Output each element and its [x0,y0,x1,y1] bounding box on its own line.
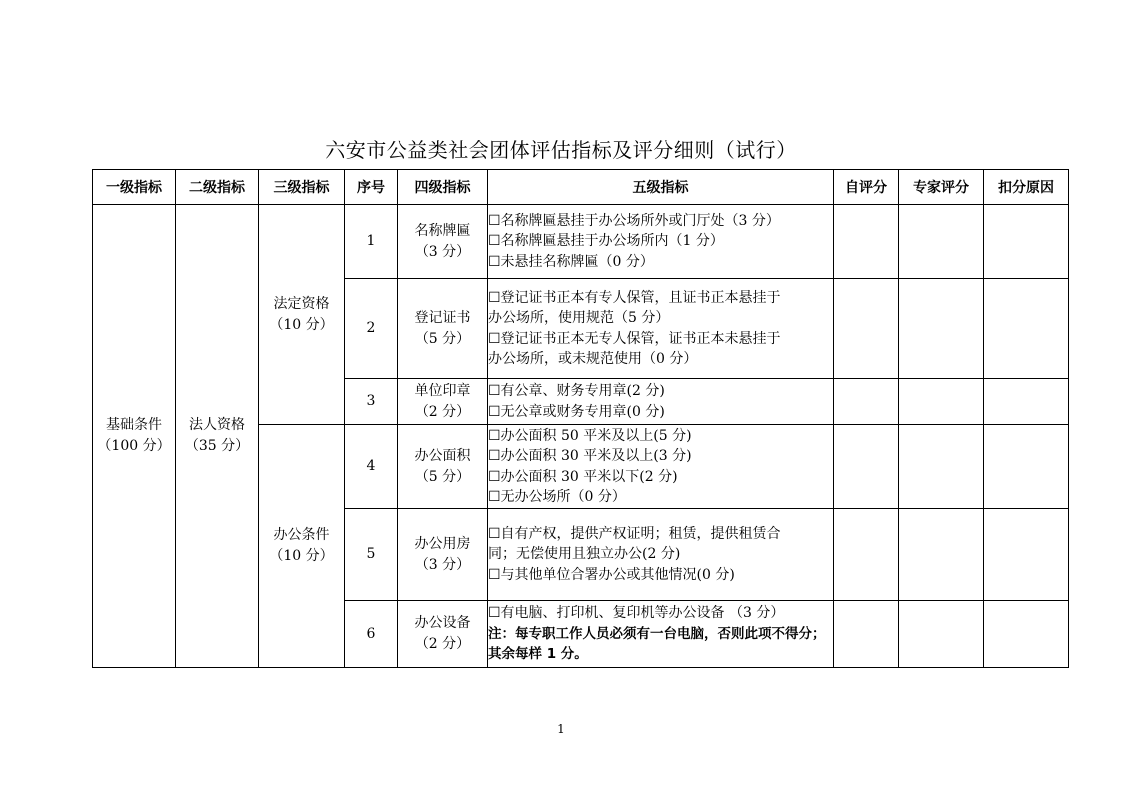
level4-score: （5 分） [414,468,471,485]
criterion-item-continued: 办公场所，或未规范使用（0 分） [488,351,698,367]
serial-number: 4 [345,425,398,509]
header-serial: 序号 [345,170,398,205]
criterion-item-continued: 办公场所，使用规范（5 分） [488,310,670,326]
level4-cell [398,509,488,601]
criterion-item-continued: 同；无偿使用且独立办公(2 分) [488,546,681,563]
criterion-item[interactable]: ☐未悬挂名称牌匾（0 分） [488,253,654,270]
serial-number: 5 [345,509,398,601]
level3-name: 法定资格 [273,295,330,312]
level4-score: （3 分） [414,556,471,573]
level5-cell [488,205,834,279]
criterion-item[interactable]: ☐有公章、财务专用章(2 分) [488,383,665,399]
criterion-item[interactable]: ☐无办公场所（0 分） [488,489,626,505]
expert-score-cell[interactable] [899,205,984,279]
table-row [93,205,1069,279]
deduction-reason-cell[interactable] [984,279,1069,379]
self-score-cell[interactable] [834,379,899,425]
self-score-cell[interactable] [834,425,899,509]
criterion-item[interactable]: ☐办公面积 30 平米以下(2 分) [488,468,678,485]
criterion-item[interactable]: ☐办公面积 30 平米及以上(3 分) [488,448,692,464]
header-deduction-reason: 扣分原因 [984,170,1069,205]
level1-score: （100 分） [97,438,171,454]
level4-name: 登记证书 [414,309,471,326]
level2-cell [176,205,259,668]
level5-cell [488,279,834,379]
header-level5: 五级指标 [488,170,834,205]
level4-score: （5 分） [414,330,471,347]
header-self-score: 自评分 [834,170,899,205]
expert-score-cell[interactable] [899,601,984,668]
deduction-reason-cell[interactable] [984,601,1069,668]
note-text: 注：每专职工作人员必须有一台电脑，否则此项不得分；其余每样 1 分。 [488,625,826,663]
level1-name: 基础条件 [106,417,162,433]
deduction-reason-cell[interactable] [984,425,1069,509]
expert-score-cell[interactable] [899,509,984,601]
level4-cell [398,601,488,668]
level5-cell [488,601,834,668]
self-score-cell[interactable] [834,205,899,279]
level3-cell [259,205,345,425]
criterion-item[interactable]: ☐有电脑、打印机、复印机等办公设备 （3 分） [488,605,785,622]
deduction-reason-cell[interactable] [984,379,1069,425]
serial-number: 3 [345,379,398,425]
level4-name: 办公面积 [414,447,471,464]
serial-number: 1 [345,205,398,279]
level3-cell [259,425,345,668]
level4-score: （2 分） [414,636,471,652]
criterion-item[interactable]: ☐无公章或财务专用章(0 分) [488,403,665,420]
level4-name: 名称牌匾 [414,222,471,239]
level4-score: （3 分） [414,243,471,260]
criterion-item[interactable]: ☐办公面积 50 平米及以上(5 分) [488,427,692,444]
criterion-item[interactable]: ☐自有产权，提供产权证明；租赁，提供租赁合 [488,525,781,542]
level1-cell [93,205,176,668]
criterion-item[interactable]: ☐与其他单位合署办公或其他情况(0 分) [488,566,735,583]
evaluation-table [92,169,1069,668]
document-title: 六安市公益类社会团体评估指标及评分细则（试行） [325,138,797,162]
self-score-cell[interactable] [834,279,899,379]
criterion-item[interactable]: ☐名称牌匾悬挂于办公场所内（1 分） [488,233,724,250]
header-level1: 一级指标 [93,170,176,205]
criterion-item[interactable]: ☐登记证书正本有专人保管，且证书正本悬挂于 [488,289,781,306]
expert-score-cell[interactable] [899,425,984,509]
header-level3: 三级指标 [259,170,345,205]
level4-name: 办公设备 [414,615,471,631]
level5-cell [488,425,834,509]
self-score-cell[interactable] [834,509,899,601]
self-score-cell[interactable] [834,601,899,668]
level4-cell [398,205,488,279]
level5-cell [488,379,834,425]
level4-name: 办公用房 [414,535,471,552]
page-number: 1 [557,722,565,736]
level3-name: 办公条件 [273,527,330,543]
criterion-item[interactable]: ☐名称牌匾悬挂于办公场所外或门厅处（3 分） [488,212,780,229]
header-expert-score: 专家评分 [899,170,984,205]
expert-score-cell[interactable] [899,279,984,379]
level2-name: 法人资格 [189,417,245,433]
level2-score: （35 分） [184,438,250,454]
header-level2: 二级指标 [176,170,259,205]
header-row [93,170,1069,205]
level4-name: 单位印章 [414,382,471,399]
level5-cell [488,509,834,601]
level4-cell [398,379,488,425]
serial-number: 6 [345,601,398,668]
level3-score: （10 分） [269,548,334,564]
deduction-reason-cell[interactable] [984,509,1069,601]
level4-score: （2 分） [414,403,471,420]
expert-score-cell[interactable] [899,379,984,425]
header-level4: 四级指标 [398,170,488,205]
level4-cell [398,279,488,379]
level4-cell [398,425,488,509]
deduction-reason-cell[interactable] [984,205,1069,279]
criterion-item[interactable]: ☐登记证书正本无专人保管，证书正本未悬挂于 [488,330,781,347]
level3-score: （10 分） [269,316,334,333]
serial-number: 2 [345,279,398,379]
